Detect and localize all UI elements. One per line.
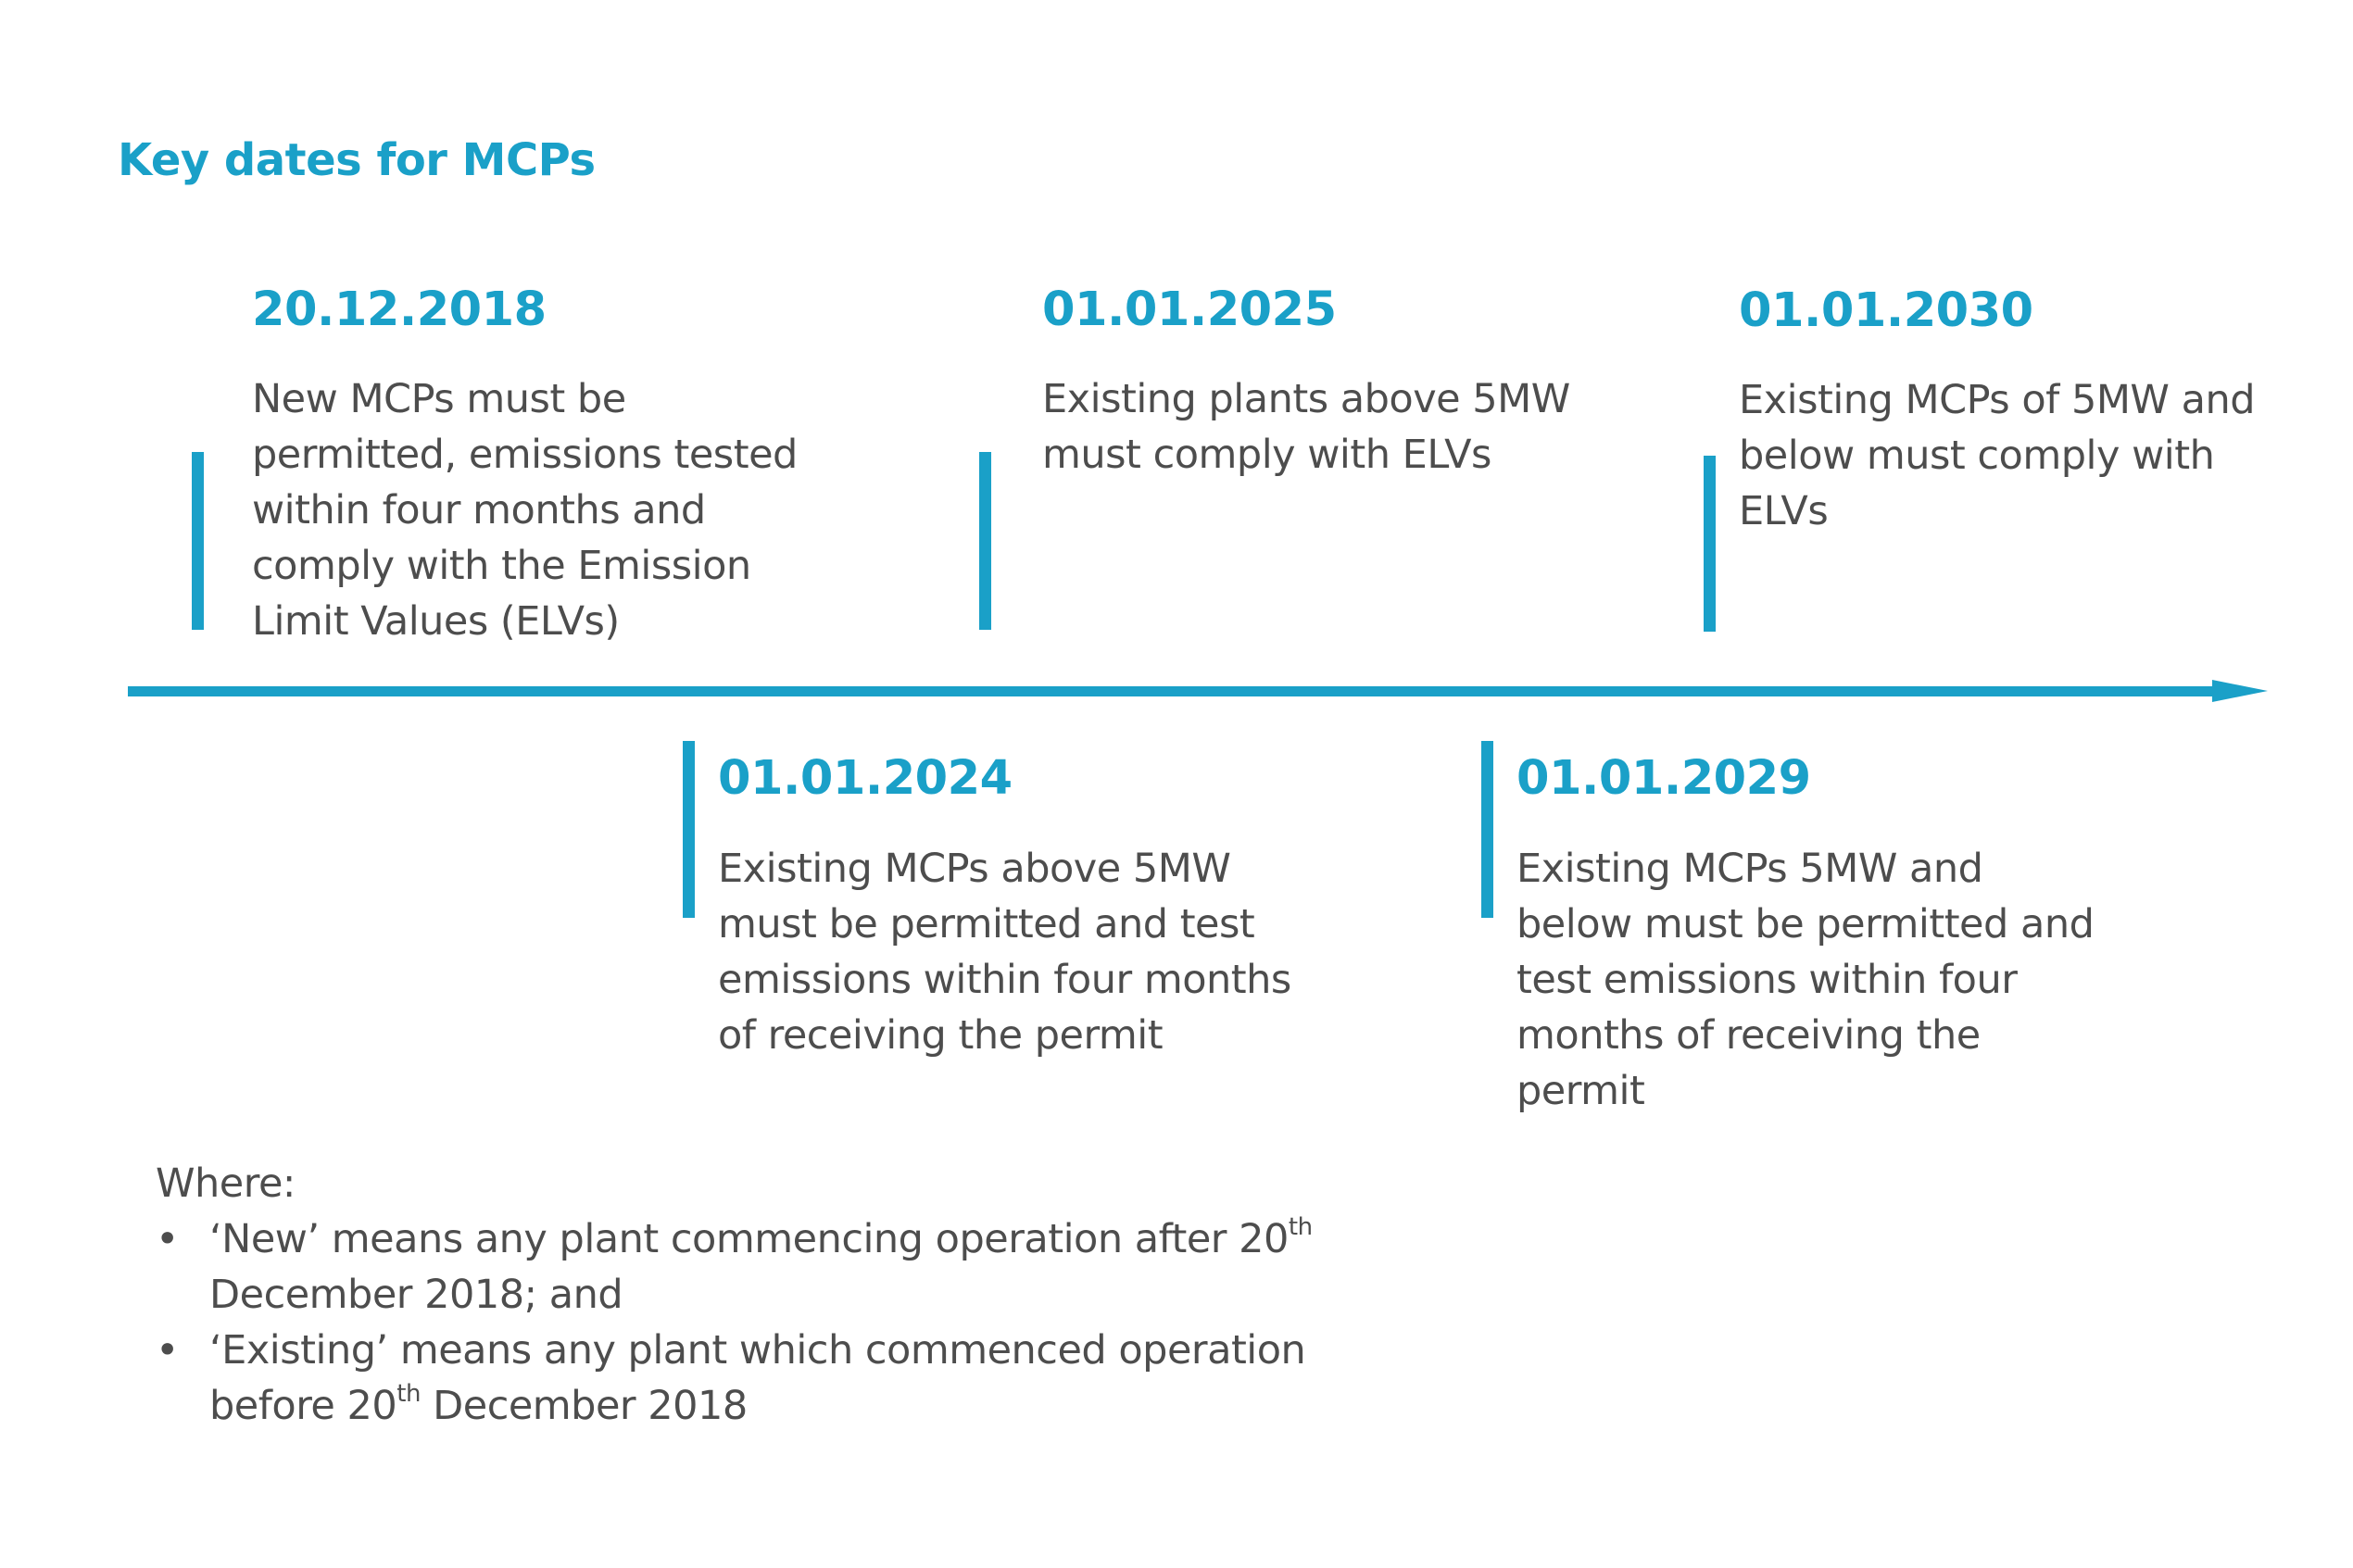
timeline-arrow xyxy=(128,680,2268,702)
definition-existing-text: ‘Existing’ means any plant which commenced operation before 20 xyxy=(209,1327,1306,1429)
timeline-line xyxy=(128,686,2221,696)
event-date: 01.01.2025 xyxy=(1042,282,1337,337)
event-marker-2018 xyxy=(192,452,204,630)
event-description: Existing MCPs 5MW and below must be permitted and test emissions within four months of receiving the permit xyxy=(1516,846,2095,1114)
event-description: New MCPs must be permitted, emissions tested within four months and comply with the Emission Limit Values (ELVs) xyxy=(252,376,798,645)
definition-new-text: ‘New’ means any plant commencing operation after 20 xyxy=(209,1216,1289,1262)
event-date: 01.01.2029 xyxy=(1516,751,1811,806)
event-date: 01.01.2030 xyxy=(1739,283,2033,338)
event-marker-2029 xyxy=(1481,741,1493,918)
event-description: Existing MCPs of 5MW and below must comply with ELVs xyxy=(1739,377,2256,534)
bullet-icon: • xyxy=(156,1216,179,1262)
arrow-head-icon xyxy=(2212,680,2268,702)
definition-new xyxy=(156,1211,1360,1323)
definition-existing xyxy=(156,1323,1360,1434)
event-marker-2024 xyxy=(683,741,695,918)
notes-heading: Where: xyxy=(156,1160,296,1207)
event-date: 01.01.2024 xyxy=(718,751,1013,806)
event-description: Existing plants above 5MW must comply with ELVs xyxy=(1042,376,1570,478)
bullet-icon: • xyxy=(156,1327,179,1374)
event-description: Existing MCPs above 5MW must be permitted and test emissions within four months of receiving the permit xyxy=(718,846,1291,1059)
definition-new-text-end: December 2018; and xyxy=(209,1272,623,1318)
definitions-list xyxy=(156,1211,1360,1434)
definitions-notes xyxy=(156,1156,1360,1434)
event-date: 20.12.2018 xyxy=(252,282,547,337)
event-marker-2025 xyxy=(979,452,991,630)
superscript-th: th xyxy=(1288,1212,1313,1241)
diagram-title: Key dates for MCPs xyxy=(118,134,596,186)
definition-existing-text-end: December 2018 xyxy=(420,1383,748,1429)
superscript-th: th xyxy=(396,1379,421,1408)
event-marker-2030 xyxy=(1704,456,1716,632)
